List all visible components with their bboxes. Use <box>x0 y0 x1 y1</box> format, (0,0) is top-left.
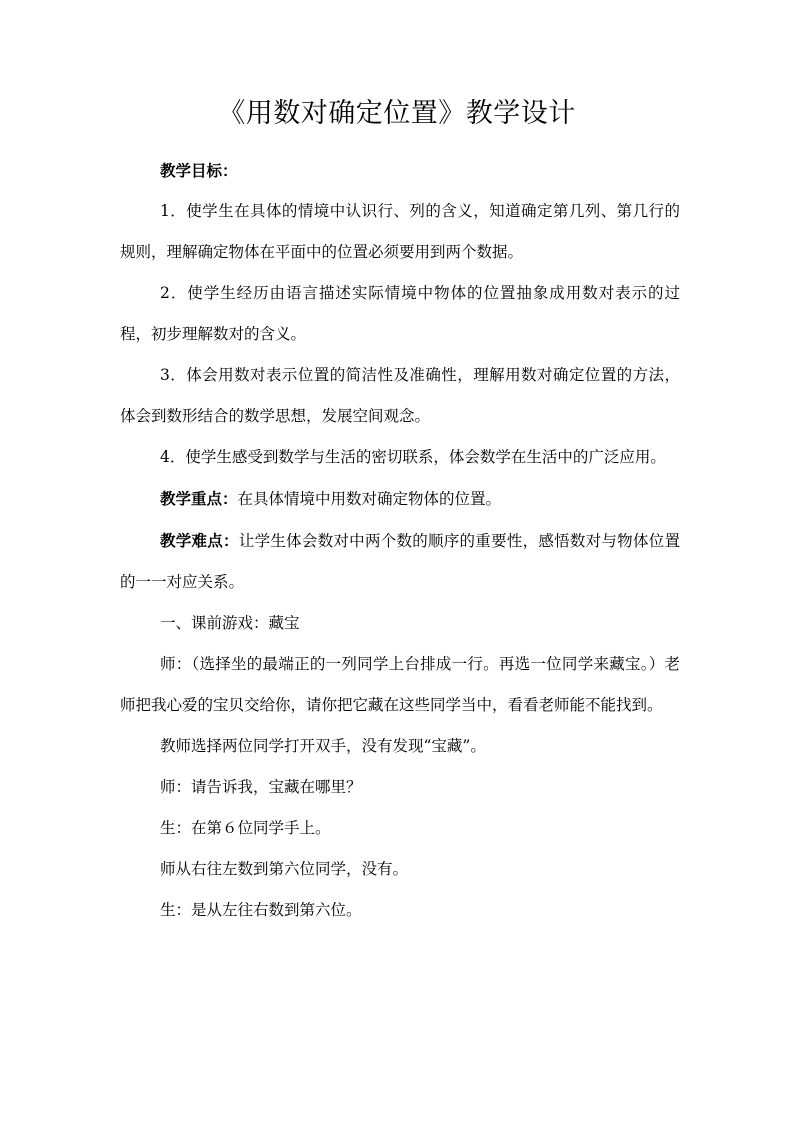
dialogue-line-2: 教师选择两位同学打开双手，没有发现“宝藏”。 <box>160 737 486 755</box>
key-point-paragraph <box>120 478 680 520</box>
key-point-text: 在具体情境中用数对确定物体的位置。 <box>237 490 502 508</box>
document-title: 《用数对确定位置》教学设计 <box>218 98 576 129</box>
dialogue-line-4: 生：在第６位同学手上。 <box>160 819 331 837</box>
objective-item-2: 2．使学生经历由语言描述实际情境中物体的位置抽象成用数对表示的过程，初步理解数对的含义。 <box>120 284 680 343</box>
dialogue-line-3: 师：请告诉我，宝藏在哪里？ <box>160 778 362 796</box>
difficulty-text: 让学生体会数对中两个数的顺序的重要性，感悟数对与物体位置的一一对应关系。 <box>120 532 680 591</box>
objective-item-4: 4．使学生感受到数学与生活的密切联系，体会数学在生活中的广泛应用。 <box>160 448 666 466</box>
difficulty-label: 教学难点： <box>160 531 239 550</box>
section-heading: 一、课前游戏：藏宝 <box>160 614 300 632</box>
objective-item-3: 3．体会用数对表示位置的简洁性及准确性，理解用数对确定位置的方法，体会到数形结合的数学思想，发展空间观念。 <box>120 366 680 425</box>
key-point-label: 教学重点： <box>160 489 238 508</box>
difficulty-paragraph <box>120 520 680 603</box>
objective-item-1: 1．使学生在具体的情境中认识行、列的含义，知道确定第几列、第几行的规则，理解确定物体在平面中的位置必须要用到两个数据。 <box>120 202 680 261</box>
dialogue-line-6: 生：是从左往右数到第六位。 <box>160 901 362 919</box>
dialogue-line-5: 师从右往左数到第六位同学，没有。 <box>160 860 409 878</box>
document-body <box>120 150 680 931</box>
objectives-heading: 教学目标： <box>160 161 238 180</box>
dialogue-line-1: 师：（选择坐的最端正的一列同学上台排成一行。再选一位同学来藏宝。）老师把我心爱的宝贝交给你，请你把它藏在这些同学当中，看看老师能不能找到。 <box>120 655 680 714</box>
